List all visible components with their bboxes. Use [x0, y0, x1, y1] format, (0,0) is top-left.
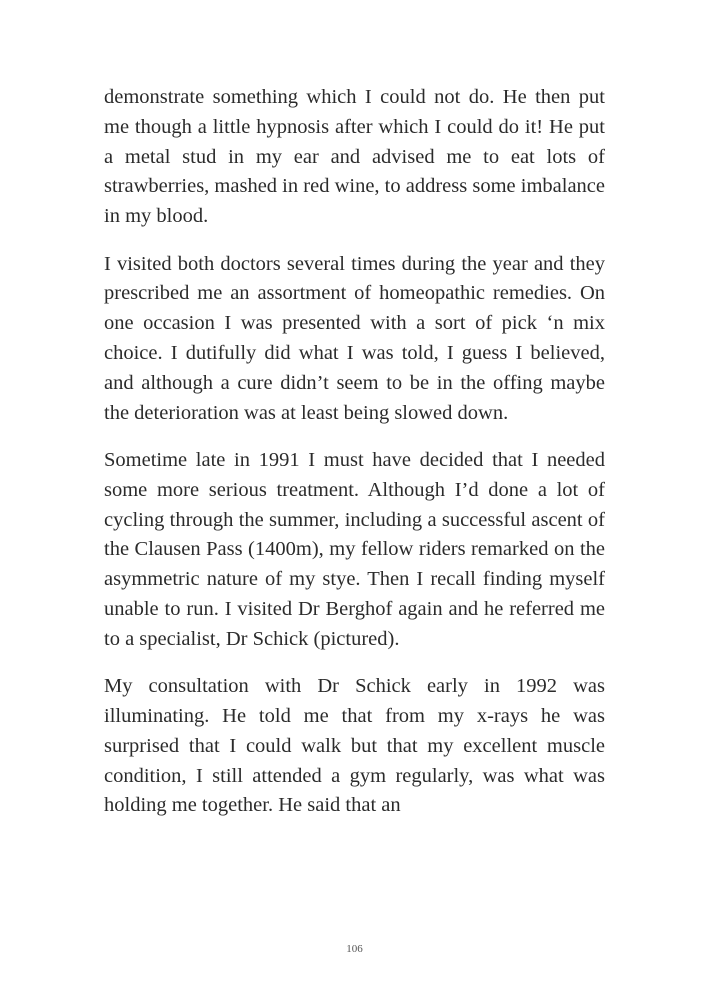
body-text	[104, 83, 605, 839]
page-number: 106	[346, 943, 363, 955]
paragraph-3: Sometime late in 1991 I must have decided that I needed some more serious treatment. Although I’d done a lot of cycling through the summer, including a successful ascent of the Clausen Pass (1400m), my fellow riders remarked on the asymmetric nature of my stye. Then I recall finding myself unable to run. I visited Dr Berghof again and he referred me to a specialist, Dr Schick (pictured).	[104, 448, 605, 650]
paragraph-1: demonstrate something which I could not do. He then put me though a little hypnosis after which I could do it! He put a metal stud in my ear and advised me to eat lots of strawberries, mashed in red wine, to address some imbalance in my blood.	[104, 86, 605, 228]
paragraph-4: My consultation with Dr Schick early in 1992 was illuminating. He told me that from my x-rays he was surprised that I could walk but that my excellent muscle condition, I still attended a gym regularly, was what was holding me together. He said that an	[104, 675, 605, 817]
paragraph-2: I visited both doctors several times during the year and they prescribed me an assortment of homeopathic remedies. On one occasion I was presented with a sort of pick ‘n mix choice. I dutifully did what I was told, I guess I believed, and although a cure didn’t seem to be in the offing maybe the deterioration was at least being slowed down.	[104, 252, 605, 424]
